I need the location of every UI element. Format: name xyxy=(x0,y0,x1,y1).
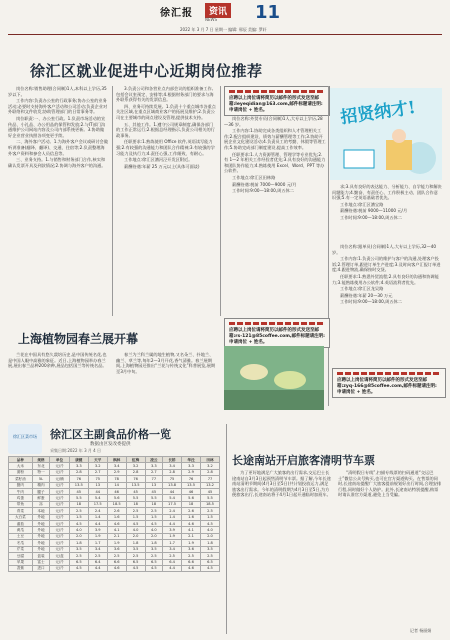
paragraph: 任职要求:1.人力资源管理、管理学等专业优先;2.有 1—2 年相关工作经验者优先;3.具有良好的沟通能力和团队协作能力;4.熟练使用 Excel、Word、PPT 等办公软件。 xyxy=(224,151,326,174)
table-cell: 1.9 xyxy=(107,540,126,546)
table-cell: 香蕉 xyxy=(9,565,33,571)
paragraph: 岗位名称:销售助理(合同制)1人,本科以上学历,35 岁以下。 xyxy=(8,86,107,97)
station-byline: 记者 杨丽娟 xyxy=(410,628,432,633)
lead-headline: 徐汇区就业促进中心近期岗位推荐 xyxy=(30,62,263,80)
table-header-cell: 单位 xyxy=(50,457,70,463)
section-tag: 资讯 xyxy=(205,3,231,18)
table-cell: 2.5 xyxy=(107,553,126,559)
table-cell: 元/斤 xyxy=(50,521,70,527)
table-cell: 3.6 xyxy=(182,546,201,552)
table-cell: 6.6 xyxy=(182,559,201,565)
badge-text: 徐汇区菜市场 xyxy=(13,434,37,439)
paragraph: 五、其他工作。1.遵守公司规章制度,确保各部门的工作正常运行;2.根据总经理指示,负责公司相关的行政事务。 xyxy=(116,121,215,138)
station-headline: 长途南站开启旅客清明节车票 xyxy=(232,454,375,467)
table-cell: 3.3 xyxy=(69,463,88,469)
table-cell: 4.5 xyxy=(126,565,145,571)
table-cell: 46 xyxy=(182,489,201,495)
paragraph: 工作内容:1.负责公司的维护与客户的沟通,处理客户投诉;2.管理订单,跟进订单生产进度;3.及时向客户汇报订单进度;4.跟进物流,确保按时交货。 xyxy=(332,256,441,273)
table-cell: 4.4 xyxy=(88,521,107,527)
table-cell: 1.6 xyxy=(107,514,126,520)
table-cell: 13.2 xyxy=(200,482,219,488)
table-cell: 1.8 xyxy=(145,540,163,546)
table-cell: 76 xyxy=(182,476,201,482)
paragraph: 工作时间:9:00—18:00,周五休二 xyxy=(340,299,402,305)
plants-photo xyxy=(224,346,324,410)
apply-box-2 xyxy=(224,318,330,348)
table-cell: 2.5 xyxy=(69,553,88,559)
table-cell: 2.8 xyxy=(69,469,88,475)
column-divider xyxy=(220,86,221,316)
price-table-wrap xyxy=(8,456,220,636)
table-cell: 精肉 xyxy=(32,482,50,488)
lead-column-1 xyxy=(8,86,108,316)
table-cell: 4.4 xyxy=(88,565,107,571)
table-cell: 2.4 xyxy=(163,508,182,514)
table-cell: 4.0 xyxy=(69,527,88,533)
table-header-cell: 长桥 xyxy=(163,457,182,463)
table-cell: 外地 xyxy=(32,514,50,520)
table-cell: 6.5 xyxy=(145,559,163,565)
paragraph: 薪酬待遇:年薪 25 万元以上(具体可面谈) xyxy=(124,163,200,169)
table-cell: 5.5 xyxy=(69,495,88,501)
table-cell: 元/盒 xyxy=(50,553,70,559)
table-cell: 1.5 xyxy=(126,514,145,520)
table-header-cell: 天平 xyxy=(88,457,107,463)
table-cell: 45 xyxy=(69,489,88,495)
table-cell: 17.5 xyxy=(163,501,182,507)
table-cell: 5.6 xyxy=(182,495,201,501)
table-cell: 1.9 xyxy=(182,540,201,546)
table-cell: 3.2 xyxy=(200,463,219,469)
table-cell: 鸡蛋 xyxy=(9,495,33,501)
table-cell: 腱子 xyxy=(32,489,50,495)
table-cell: 3.4 xyxy=(163,463,182,469)
table-cell: 本地 xyxy=(32,508,50,514)
table-cell: 苹果 xyxy=(9,559,33,565)
column-divider xyxy=(328,86,329,406)
table-cell: 1.4 xyxy=(163,514,182,520)
table-cell: 元/斤 xyxy=(50,565,70,571)
paragraph: 三、业务支持。1.与销售和财务部门合作,核实和确认发票开具及到款情况;2.协调与海外客户的沟通。 xyxy=(8,157,106,168)
table-cell: 1.5 xyxy=(200,514,219,520)
table-cell: 4.5 xyxy=(200,521,219,527)
table-cell: 45 xyxy=(126,489,145,495)
table-cell: 2.5 xyxy=(69,508,88,514)
paragraph: 兰花在中国具有悠久栽培历史,是中国传统名花,也是中国人眼中高雅的象征。近日,上海植物园举办春兰展,展出春兰品种200余种,展品包括国兰等传统名品。 xyxy=(8,352,107,369)
table-cell: 2.8 xyxy=(126,469,145,475)
table-cell: 元/斤 xyxy=(50,514,70,520)
table-cell: 土豆 xyxy=(9,533,33,539)
paragraph: 为了更好地满足广大旅客的出行需求,交运巴士长途南站自3月3日起预售清明节车票。据了解,今年长途南站清明节期间(4月3日至5日)共计划投放运力,满足旅客出行需求。今年的清明假期为4月3日至5日,为方便旅客出行,长途南站将于4月1日起开通临时加班车。 xyxy=(232,470,331,498)
table-cell: 元/斤 xyxy=(50,546,70,552)
illustration-title: 招贤纳才! xyxy=(339,97,417,129)
table-cell: 芹菜 xyxy=(9,546,33,552)
table-cell: 2.5 xyxy=(145,508,163,514)
table-cell: 76 xyxy=(69,476,88,482)
table-header-cell: 华泾 xyxy=(182,457,201,463)
table-cell: 进口 xyxy=(32,565,50,571)
table-cell: 冬瓜 xyxy=(9,540,33,546)
table-cell: 1.8 xyxy=(126,540,145,546)
table-cell: 元/斤 xyxy=(50,482,70,488)
table-cell: 牛肉 xyxy=(9,489,33,495)
header-rule xyxy=(8,34,442,35)
table-cell: 外地 xyxy=(32,521,50,527)
table-cell: 13.5 xyxy=(126,482,145,488)
table-cell: 1.6 xyxy=(182,514,201,520)
table-cell: 4.0 xyxy=(200,527,219,533)
table-cell: 5.5 xyxy=(126,495,145,501)
table-cell: 面粉 xyxy=(9,469,33,475)
table-cell: 75 xyxy=(163,476,182,482)
table-cell: 4.0 xyxy=(126,527,145,533)
paragraph: “清明假日专线”,扫描专线票的扫码通道“交运巴士”微信公众号购买,也可在官方渠道购买。在售票的同时,长途南站提醒广大旅客提前规划好出行时间,合理安排行程,同时做好个人防护。此外,长途南站特别提醒,购票时请认准官方渠道,避免上当受骗。 xyxy=(338,470,442,498)
table-cell: 14 xyxy=(107,482,126,488)
table-cell: 2.5 xyxy=(126,553,145,559)
table-cell: 1.7 xyxy=(88,540,107,546)
table-cell: 外地 xyxy=(32,533,50,539)
table-cell: 菜籽油 xyxy=(9,476,33,482)
table-cell: 元/斤 xyxy=(50,508,70,514)
paragraph: 任职要求:1.熟悉外贸流程;2.具有良好的沟通和协调能力;3.能熟练使用办公软件;4.英语流利者优先。 xyxy=(332,273,439,285)
section-sub: NEWS xyxy=(205,17,218,22)
table-cell: 5.6 xyxy=(107,495,126,501)
table-cell: 元/桶 xyxy=(50,476,70,482)
table-cell: 大米 xyxy=(9,463,33,469)
paragraph: 薪酬待遇:税前 9000—11000 元/月 xyxy=(340,208,408,214)
table-cell: 3.4 xyxy=(107,463,126,469)
table-cell: 4.5 xyxy=(126,521,145,527)
paragraph: 春兰为兰科兰属的地生植物,又名朵兰、扑地兰、幽兰、草兰等,每年2—3月开花,香气清雅。春兰展期间,上海植物园还推出“兰花与传统文化”科普展览,展期至3月中旬。 xyxy=(116,352,216,374)
table-cell: 4.6 xyxy=(107,565,126,571)
paragraph: 岗位名称:外贸专员(合同制)1人,大专以上学历,28—36 岁。 xyxy=(224,116,323,127)
lead-column-3 xyxy=(224,116,326,316)
table-cell: 6.6 xyxy=(107,559,126,565)
paragraph: 岗位名称:跟单员(合同制)1人,大专以上学历,32—40 岁。 xyxy=(332,244,437,255)
table-cell: 4.5 xyxy=(69,565,88,571)
apply-box-text: 应聘以上岗位请将简历以邮件的形式发送至邮箱:zyq-166@85coffee.com,邮件标题请注明:申请岗位 + 姓名。 xyxy=(337,378,437,395)
table-cell: 5.5 xyxy=(145,495,163,501)
table-cell: 4.5 xyxy=(145,565,163,571)
table-cell: 3.6 xyxy=(107,546,126,552)
table-cell: 1.4 xyxy=(88,514,107,520)
table-cell: 5L xyxy=(32,476,50,482)
table-cell: 17.5 xyxy=(88,501,107,507)
box-stripe xyxy=(229,90,325,93)
paragraph: 工作地点:徐汇区龙吴路 xyxy=(340,286,384,292)
orchid-photo xyxy=(224,346,324,410)
table-header-cell: 田林 xyxy=(200,457,219,463)
table-cell: 4.4 xyxy=(163,521,182,527)
table-header-cell: 凌云 xyxy=(145,457,163,463)
table-cell: 4.6 xyxy=(107,521,126,527)
date-line: 2022 年 3 月 7 日 星期一 编辑: 邢辰 美编: 罗轩 xyxy=(180,27,267,32)
table-cell: 44 xyxy=(163,489,182,495)
table-cell: 4.5 xyxy=(69,521,88,527)
table-cell: 2.8 xyxy=(200,469,219,475)
table-cell: 1.8 xyxy=(200,540,219,546)
table-cell: 3.5 xyxy=(69,546,88,552)
table-cell: 元/斤 xyxy=(50,463,70,469)
column-divider xyxy=(226,424,227,634)
table-cell: 元/斤 xyxy=(50,559,70,565)
paragraph: 工作时间:9:00—18:00,周五休二 xyxy=(232,188,294,194)
table-cell: 2.1 xyxy=(182,533,201,539)
prices-headline: 徐汇区主副食品价格一览 xyxy=(50,428,171,441)
table-cell: 元/斤 xyxy=(50,501,70,507)
table-cell: 4.1 xyxy=(107,527,126,533)
paragraph: 求;3.具有良好的表达能力、分析能力、自学能力和解决问题能力;4.勤奋、有责任心、工作积极主动、团队合作意识强;5.有一定英语基础者优先。 xyxy=(332,184,442,201)
table-row xyxy=(9,565,220,571)
table-cell: 4.6 xyxy=(182,565,201,571)
table-cell: 3.3 xyxy=(182,463,201,469)
table-cell: 13.5 xyxy=(69,482,88,488)
table-cell: 1.9 xyxy=(163,533,182,539)
table-cell: 78 xyxy=(107,476,126,482)
table-cell: 带鱼 xyxy=(9,501,33,507)
paragraph: 工作地点:徐汇区漕河泾开发区附近。 xyxy=(124,157,193,163)
paragraph: 工作内容:负责办公室的行政事务;协办公室的业务活动;必要时支持海外客户活动和公司活动;负责企业对外联络和文件收发;协助管理部门的日常事务等。 xyxy=(8,98,108,115)
table-cell: 77 xyxy=(200,476,219,482)
table-cell: 2.7 xyxy=(88,469,107,475)
table-cell: 2.5 xyxy=(200,508,219,514)
table-cell: 3.9 xyxy=(88,527,107,533)
page-number: 11 xyxy=(255,2,281,23)
table-cell: 元/斤 xyxy=(50,527,70,533)
paragraph: 3.负责公司和各营业点内部会议的组织准备工作,包括会议室预定、安排等;4.根据财务部门的要求与海外联系获得有关的发票信息。 xyxy=(116,86,214,103)
table-cell: 5.4 xyxy=(163,495,182,501)
table-header-cell: 品种 xyxy=(9,457,33,463)
table-cell: 76 xyxy=(126,476,145,482)
table-cell: 2.5 xyxy=(200,553,219,559)
table-cell: 3.5 xyxy=(145,546,163,552)
table-cell: 3.9 xyxy=(163,527,182,533)
table-cell: 2.6 xyxy=(107,508,126,514)
apply-box-1 xyxy=(224,86,330,116)
table-cell: 5.4 xyxy=(88,495,107,501)
table-cell: 18 xyxy=(126,501,145,507)
paragraph: 工作内容:1.协助完成各类组织和人才管理相关工作;2.配合组织建设、绩效与薪酬管理等工作;3.协助开展企业文化建设活动;4.负责员工的考勤、休假等管理工作;5.协助完成部门制度建设,提高工作效率。 xyxy=(224,128,326,150)
apply-box-text: 应聘以上岗位请将简历以邮件的形式发送至邮箱:rs-121@85coffee.com,邮件标题请注明:申请岗位 + 姓名。 xyxy=(229,328,325,345)
table-cell: 2.7 xyxy=(145,469,163,475)
table-cell: 45 xyxy=(145,489,163,495)
table-cell: 2.0 xyxy=(69,533,88,539)
table-cell: 2.0 xyxy=(200,533,219,539)
plants-headline: 上海植物园春兰展开幕 xyxy=(18,332,139,346)
station-column-1 xyxy=(232,470,332,634)
table-cell: 元/斤 xyxy=(50,489,70,495)
recruit-illustration xyxy=(330,88,442,180)
table-cell: 75 xyxy=(88,476,107,482)
table-cell: 冻 xyxy=(32,501,50,507)
table-header-cell: 虹梅 xyxy=(126,457,145,463)
table-cell: 2.5 xyxy=(88,553,107,559)
table-cell: 外地 xyxy=(32,540,50,546)
table-cell: 13.5 xyxy=(182,482,201,488)
apply-box-text: 应聘以上岗位请将简历以邮件的形式发送至邮箱:leyeqidian@163.com,邮件标题请注明:申请岗位 + 姓名。 xyxy=(229,96,323,113)
plants-column-1 xyxy=(8,352,108,412)
table-cell: 3.2 xyxy=(88,463,107,469)
table-cell: 18 xyxy=(182,501,201,507)
table-cell: 4.1 xyxy=(182,527,201,533)
table-cell: 富士 xyxy=(32,559,50,565)
table-cell: 13.8 xyxy=(163,482,182,488)
table-cell: 2.6 xyxy=(182,508,201,514)
table-cell: 46 xyxy=(107,489,126,495)
table-cell: 元/斤 xyxy=(50,540,70,546)
paragraph: 任职要求:1.熟练使用 Office 软件,英语读写能力强;2.有较强的沟通能力和团队合作精神;3.有较强的学习能力及执行力;4.责任心强,工作细致、有耐心。 xyxy=(116,139,215,156)
paragraph: 工作时间:9:00—18:00,周五休二 xyxy=(340,214,402,220)
apply-box-3 xyxy=(332,368,446,398)
table-cell: 4.6 xyxy=(182,521,201,527)
lead-column-2 xyxy=(116,86,216,316)
paragraph: 工作地点:徐汇区漕宝路 xyxy=(340,201,384,207)
table-cell: 元/斤 xyxy=(50,469,70,475)
table-cell: 鲜蛋 xyxy=(32,495,50,501)
table-cell: 3.4 xyxy=(88,546,107,552)
table-cell: 1.5 xyxy=(69,514,88,520)
paragraph: 四、业务可持续发展。1.负责十个重点城市各重点关注区域,在重点区域商业客户的拓展及维护;2.负责公司在主要城市的网点建设及管理,提供技术支持。 xyxy=(116,103,216,120)
table-cell: 4.5 xyxy=(145,521,163,527)
masthead: 徐汇报 xyxy=(160,8,193,19)
table-header-cell: 康健 xyxy=(69,457,88,463)
table-cell: 盒装 xyxy=(32,553,50,559)
table-cell: 2.1 xyxy=(107,533,126,539)
table-cell: 2.0 xyxy=(145,533,163,539)
table-cell: 6.4 xyxy=(163,559,182,565)
paragraph: 岗位职责:一、办公室行政。1.负责市场活动的宣传品、小礼品、办公用品的保管和发放;2.与IT部门沟通维护公司网站内容及公司内部系统更新。3.协助做好企业营业执照各项变更手续。 xyxy=(8,115,106,138)
table-cell: 2.5 xyxy=(126,508,145,514)
prices-date: 采集日期:2022 年 3 月 4 日 xyxy=(50,448,101,453)
table-cell: 3.5 xyxy=(126,546,145,552)
table-cell: 3.3 xyxy=(145,463,163,469)
table-cell: 外地 xyxy=(32,527,50,533)
table-cell: 18.5 xyxy=(107,501,126,507)
table-cell: 元/斤 xyxy=(50,533,70,539)
box-stripe xyxy=(337,372,441,375)
table-cell: 18 xyxy=(145,501,163,507)
table-cell: 番茄 xyxy=(9,521,33,527)
table-cell: 青菜 xyxy=(9,508,33,514)
table-cell: 猪肉 xyxy=(9,482,33,488)
table-cell: 2.9 xyxy=(182,469,201,475)
table-cell: 2.5 xyxy=(163,553,182,559)
box-stripe xyxy=(229,322,325,325)
table-cell: 3.5 xyxy=(200,546,219,552)
table-cell: 4.0 xyxy=(145,527,163,533)
table-cell: 77 xyxy=(145,476,163,482)
table-cell: 18 xyxy=(69,501,88,507)
table-cell: 2.5 xyxy=(145,553,163,559)
prices-subtitle: 数据由区发改委提供 xyxy=(90,442,131,447)
table-cell: 3.4 xyxy=(163,546,182,552)
market-badge xyxy=(8,424,42,454)
table-cell: 6.4 xyxy=(88,559,107,565)
table-cell: 5.5 xyxy=(200,495,219,501)
paragraph: 薪酬待遇:税前 7000—9000 元/月 xyxy=(232,181,297,187)
table-header-cell: 枫林 xyxy=(107,457,126,463)
table-cell: 4.5 xyxy=(200,565,219,571)
table-cell: 45 xyxy=(200,489,219,495)
table-cell: 3.2 xyxy=(126,463,145,469)
table-cell: 1.8 xyxy=(69,540,88,546)
page-header xyxy=(0,0,450,40)
table-cell: 1.5 xyxy=(145,514,163,520)
table-cell: 6.5 xyxy=(200,559,219,565)
table-cell: 豆腐 xyxy=(9,553,33,559)
table-cell: 2.5 xyxy=(182,553,201,559)
price-table xyxy=(8,456,220,572)
table-cell: 2.4 xyxy=(88,508,107,514)
table-cell: 特一 xyxy=(32,469,50,475)
lead-column-4 xyxy=(332,184,442,240)
table-header-cell: 规格 xyxy=(32,457,50,463)
paragraph: 二、海外客户活动。1.为海外客户会议或研讨会做听讲准备(翻译、翻译)、交通、住宿等;2.负责整理海外客户资料和参会人员信息等。 xyxy=(8,139,108,156)
table-cell: 1.9 xyxy=(88,533,107,539)
table-cell: 18.5 xyxy=(200,501,219,507)
table-cell: 2.8 xyxy=(163,469,182,475)
table-cell: 黄瓜 xyxy=(9,527,33,533)
lead-column-4b xyxy=(332,244,442,364)
plants-column-2 xyxy=(116,352,216,412)
table-cell: 大白菜 xyxy=(9,514,33,520)
paragraph: 薪酬待遇:年薪 20—30 万元 xyxy=(340,292,393,298)
table-cell: 13 xyxy=(145,482,163,488)
table-cell: 13 xyxy=(88,482,107,488)
table-cell: 元/斤 xyxy=(50,495,70,501)
table-cell: 44 xyxy=(88,489,107,495)
table-cell: 2.9 xyxy=(107,469,126,475)
table-cell: 2.0 xyxy=(126,533,145,539)
station-column-2 xyxy=(338,470,442,628)
table-cell: 4.4 xyxy=(163,565,182,571)
table-cell: 1.7 xyxy=(163,540,182,546)
table-cell: 外地 xyxy=(32,546,50,552)
paragraph: 工作地点:徐汇区田林路 xyxy=(232,174,276,180)
table-cell: 6.5 xyxy=(126,559,145,565)
table-cell: 东北 xyxy=(32,463,50,469)
column-divider xyxy=(112,86,113,316)
table-cell: 6.5 xyxy=(69,559,88,565)
